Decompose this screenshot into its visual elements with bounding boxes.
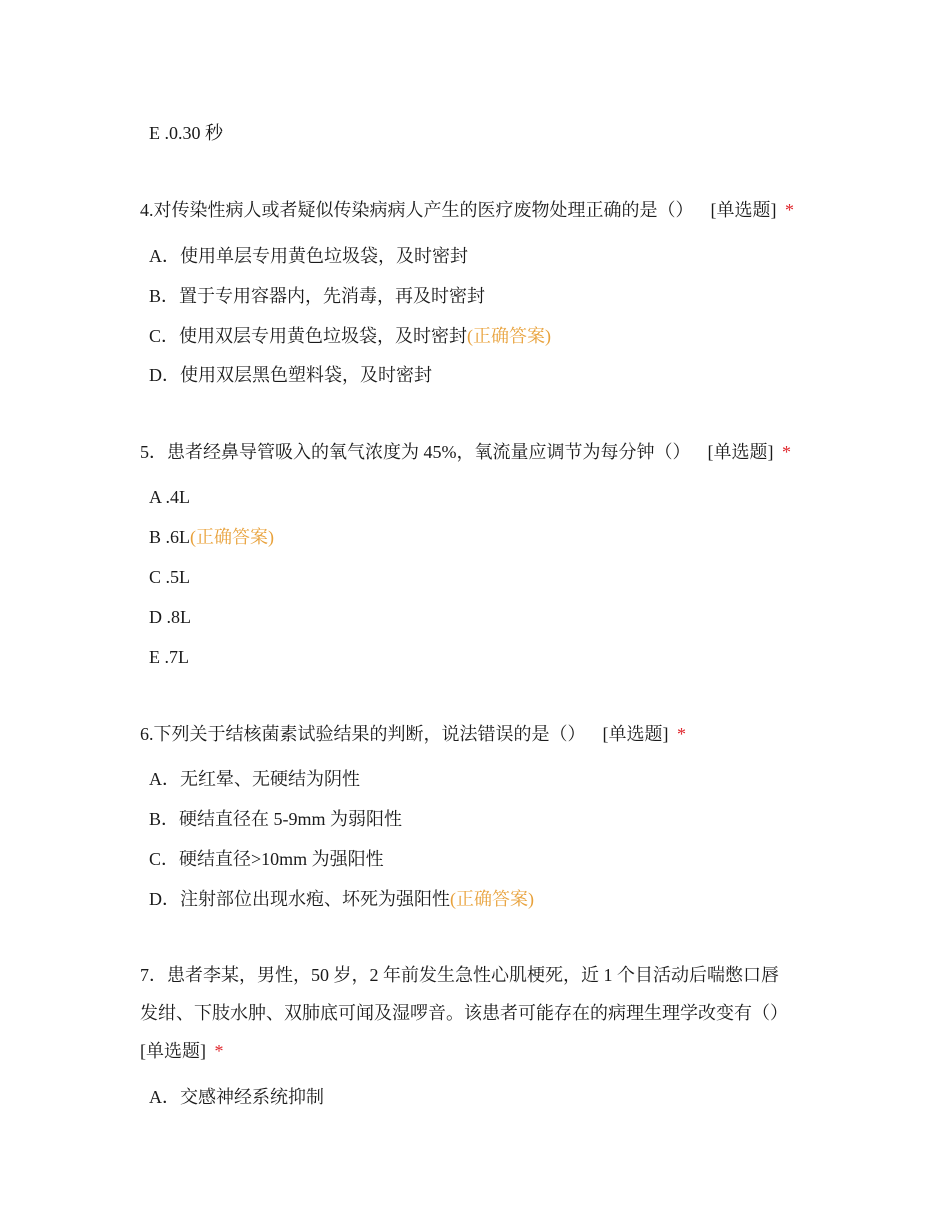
question-type-tag: [单选题]	[707, 442, 774, 462]
option-text: D．使用双层黑色塑料袋，及时密封	[149, 365, 432, 385]
question-7-stem-line-2	[140, 1001, 788, 1025]
question-6-option-c[interactable]	[149, 847, 384, 871]
required-marker: *	[677, 724, 686, 744]
question-5-option-c[interactable]	[149, 565, 190, 589]
question-4-option-b[interactable]	[149, 284, 485, 308]
option-text: C．使用双层专用黄色垃圾袋，及时密封	[149, 326, 468, 346]
question-type-tag: [单选题]	[602, 724, 669, 744]
option-text: D .8L	[149, 607, 191, 627]
question-type-tag: [单选题]	[140, 1041, 206, 1061]
correct-answer-note: (正确答案)	[190, 527, 275, 547]
required-marker: *	[782, 442, 791, 462]
question-5-option-e[interactable]	[149, 645, 189, 669]
option-text: E .0.30 秒	[149, 123, 223, 143]
option-text: E .7L	[149, 647, 189, 667]
question-5-stem	[140, 440, 791, 464]
option-e-prev	[149, 121, 223, 145]
question-7-stem-line-1	[140, 963, 779, 987]
question-text: 6.下列关于结核菌素试验结果的判断，说法错误的是（）	[140, 724, 586, 744]
question-text: 发绀、下肢水肿、双肺底可闻及湿啰音。该患者可能存在的病理生理学改变有（）	[140, 1003, 788, 1023]
question-5-option-a[interactable]	[149, 485, 190, 509]
required-marker: *	[214, 1041, 224, 1061]
question-6-option-d[interactable]	[149, 887, 534, 911]
option-text: A．交感神经系统抑制	[149, 1087, 324, 1107]
question-text: 4.对传染性病人或者疑似传染病病人产生的医疗废物处理正确的是（）	[140, 200, 694, 220]
question-type-tag: [单选题]	[710, 200, 777, 220]
option-text: A .4L	[149, 487, 191, 507]
option-text: B．置于专用容器内，先消毒，再及时密封	[149, 286, 486, 306]
question-4-option-a[interactable]	[149, 244, 468, 268]
correct-answer-note: (正确答案)	[450, 889, 534, 909]
question-7-stem-line-3	[140, 1039, 224, 1063]
required-marker: *	[785, 200, 794, 220]
question-5-option-d[interactable]	[149, 605, 191, 629]
question-text: 5．患者经鼻导管吸入的氧气浓度为 45%，氧流量应调节为每分钟（）	[140, 442, 691, 462]
option-text: A．无红晕、无硬结为阴性	[149, 769, 360, 789]
option-text: B．硬结直径在 5-9mm 为弱阳性	[149, 809, 403, 829]
question-4-option-d[interactable]	[149, 363, 432, 387]
option-text: A．使用单层专用黄色垃圾袋，及时密封	[149, 246, 468, 266]
question-5-option-b[interactable]	[149, 525, 274, 549]
correct-answer-note: (正确答案)	[467, 326, 552, 346]
question-text: 7．患者李某，男性，50 岁，2 年前发生急性心肌梗死，近 1 个目活动后喘憋口唇	[140, 965, 779, 985]
option-text: B .6L	[149, 527, 191, 547]
option-text: D．注射部位出现水疱、坏死为强阳性	[149, 889, 450, 909]
question-6-stem	[140, 722, 686, 746]
question-6-option-b[interactable]	[149, 807, 402, 831]
option-text: C .5L	[149, 567, 191, 587]
question-4-option-c[interactable]	[149, 324, 551, 348]
question-6-option-a[interactable]	[149, 767, 360, 791]
question-4-stem	[140, 198, 794, 222]
question-7-option-a[interactable]	[149, 1085, 324, 1109]
option-text: C．硬结直径>10mm 为强阳性	[149, 849, 384, 869]
